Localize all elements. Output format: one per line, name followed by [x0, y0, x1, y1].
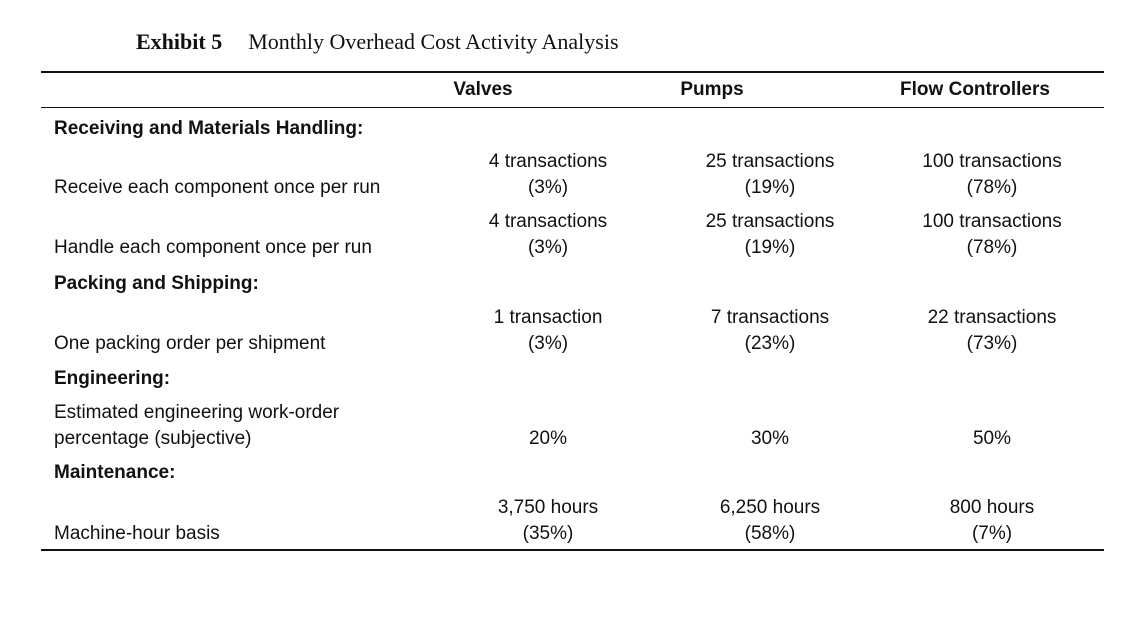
- exhibit-number: Exhibit 5: [136, 29, 223, 54]
- cell-handle-flow: 100 transactions (78%): [922, 211, 1062, 258]
- cell-handle-valves: 4 transactions (3%): [488, 211, 608, 258]
- cell-receive-valves: 4 transactions (3%): [488, 151, 608, 198]
- cell-maintenance-pumps: 6,250 hours (58%): [719, 497, 821, 544]
- cell-engineering-flow: 50%: [972, 428, 1012, 449]
- section-heading-maintenance: Maintenance:: [54, 462, 176, 483]
- row-label-engineering: Estimated engineering work-order percentage (subjective): [54, 402, 340, 449]
- cell-maintenance-valves: 3,750 hours (35%): [497, 497, 599, 544]
- cell-packing-flow: 22 transactions (73%): [927, 307, 1057, 354]
- section-heading-engineering: Engineering:: [54, 368, 171, 389]
- cell-engineering-valves: 20%: [528, 428, 568, 449]
- column-header-valves: Valves: [453, 79, 513, 100]
- column-header-pumps: Pumps: [680, 79, 744, 100]
- bottom-rule: [41, 549, 1104, 551]
- cell-packing-valves: 1 transaction (3%): [493, 307, 603, 354]
- exhibit-title: [136, 29, 619, 55]
- section-heading-receiving: Receiving and Materials Handling:: [54, 118, 364, 139]
- cell-maintenance-flow: 800 hours (7%): [949, 497, 1035, 544]
- row-label-maintenance: Machine-hour basis: [54, 523, 220, 544]
- row-label-packing: One packing order per shipment: [54, 333, 326, 354]
- cell-receive-pumps: 25 transactions (19%): [705, 151, 835, 198]
- cell-engineering-pumps: 30%: [750, 428, 790, 449]
- top-rule: [41, 71, 1104, 73]
- cell-packing-pumps: 7 transactions (23%): [710, 307, 830, 354]
- header-rule: [41, 107, 1104, 108]
- cell-receive-flow: 100 transactions (78%): [922, 151, 1062, 198]
- section-heading-packing: Packing and Shipping:: [54, 273, 259, 294]
- row-label-receive: Receive each component once per run: [54, 177, 381, 198]
- column-header-flow-controllers: Flow Controllers: [900, 79, 1050, 100]
- row-label-handle: Handle each component once per run: [54, 237, 372, 258]
- cell-handle-pumps: 25 transactions (19%): [705, 211, 835, 258]
- exhibit-caption: Monthly Overhead Cost Activity Analysis: [248, 29, 619, 54]
